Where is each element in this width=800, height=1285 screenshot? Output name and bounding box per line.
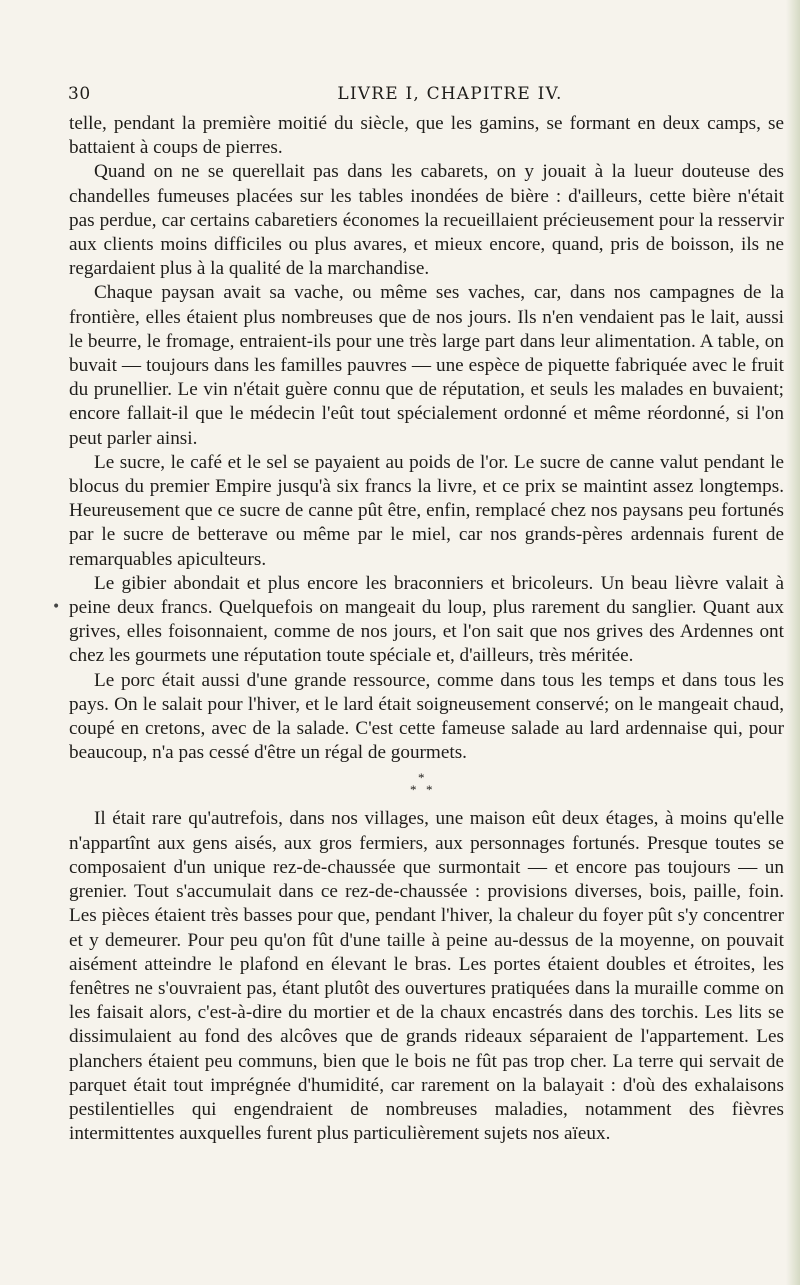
- page-number: 30: [68, 84, 91, 104]
- margin-mark: •: [52, 599, 61, 615]
- paragraph: Le gibier abondait et plus encore les braconniers et bricoleurs. Un beau lièvre valait à peine deux francs. Quelquefois on mangeait du loup, plus rarement du sanglier. Quant aux grives, elles foisonnaient, comme de nos jours, et l'on sait que nos grives des Ardennes ont chez les gourmets une réputation toute spéciale et, d'ailleurs, très méritée.: [69, 572, 784, 667]
- paragraph: telle, pendant la première moitié du siècle, que les gamins, se formant en deux camps, se battaient à coups de pierres.: [69, 113, 784, 159]
- page-edge-shadow: [786, 0, 800, 1285]
- paragraph: Chaque paysan avait sa vache, ou même ses vaches, car, dans nos campagnes de la frontière, elles étaient plus nombreuses que de nos jours. Ils n'en vendaient pas le lait, aussi le beurre, le fromage, entraient-ils pour une très large part dans leur alimentation. A table, on buvait — toujours dans les familles pauvres — une espèce de piquette fabriquée avec le fruit du prunellier. Le vin n'était guère connu que de réputation, et seuls les malades en buvaient; encore fallait-il que le médecin l'eût tout spécialement ordonné et même réordonné, si l'on peut parler ainsi.: [69, 282, 784, 449]
- asterism-star: *: [410, 782, 417, 798]
- page-header: [0, 84, 800, 108]
- paragraph: Quand on ne se querellait pas dans les cabarets, on y jouait à la lueur douteuse des chandelles fumeuses placées sur les tables inondées de bière : d'ailleurs, cette bière n'était pas perdue, car certains cabaretiers économes la recueillaient précieusement pour la resservir aux clients moins difficiles ou plus avares, et mieux encore, quand, pris de boisson, ils ne regardaient plus à la qualité de la marchandise.: [69, 161, 784, 280]
- body-text: [69, 112, 784, 1146]
- running-head: LIVRE I, CHAPITRE IV.: [337, 84, 563, 104]
- paragraph: Il était rare qu'autrefois, dans nos villages, une maison eût deux étages, à moins qu'elle n'appartînt aux gens aisés, aux gros fermiers, aux personnages fortunés. Presque toutes se composaient d'un unique rez-de-chaussée que surmontait — et encore pas toujours — un grenier. Tout s'accumulait dans ce rez-de-chaussée : provisions diverses, bois, paille, foin. Les pièces étaient très basses pour que, pendant l'hiver, la chaleur du foyer pût s'y concentrer et y demeurer. Pour peu qu'on fût d'une taille à peine au-dessus de la moyenne, on pouvait aisément atteindre le plafond en élevant le bras. Les portes étaient doubles et étroites, les fenêtres ne s'ouvraient pas, étant plutôt des ouvertures pratiquées dans la muraille comme on les faisait alors, c'est-à-dire du mortier et de la chaux encastrés dans des torchis. Les lits se dissimulaient au fond des alcôves que de grands rideaux séparaient de l'appartement. Les planchers étaient peu communs, bien que le bois ne fût pas trop cher. La terre qui servait de parquet était tout imprégnée d'humidité, car rarement on la balayait : d'où des exhalaisons pestilentielles qui engendraient de nombreuses maladies, notamment des fièvres intermittentes auxquelles furent plus particulièrement sujets nos aïeux.: [69, 808, 784, 1145]
- paragraph: Le porc était aussi d'une grande ressource, comme dans tous les temps et dans tous les pays. On le salait pour l'hiver, et le lard était soigneusement conservé; on le mangeait chaud, coupé en cretons, avec de la salade. C'est cette fameuse salade au lard ardennaise qui, pour beaucoup, n'a pas cessé d'être un régal de gourmets.: [69, 669, 784, 764]
- asterism-star: *: [426, 782, 433, 798]
- paragraph: Le sucre, le café et le sel se payaient au poids de l'or. Le sucre de canne valut pendant le blocus du premier Empire jusqu'à six francs la livre, et ce prix se maintint assez longtemps. Heureusement que ce sucre de canne pût être, enfin, remplacé chez nos paysans peu fortunés par le sucre de betterave ou même par le miel, car nos grands-pères ardennais furent de remarquables apiculteurs.: [69, 451, 784, 570]
- asterism-star: *: [418, 770, 425, 786]
- section-asterism: [69, 767, 784, 801]
